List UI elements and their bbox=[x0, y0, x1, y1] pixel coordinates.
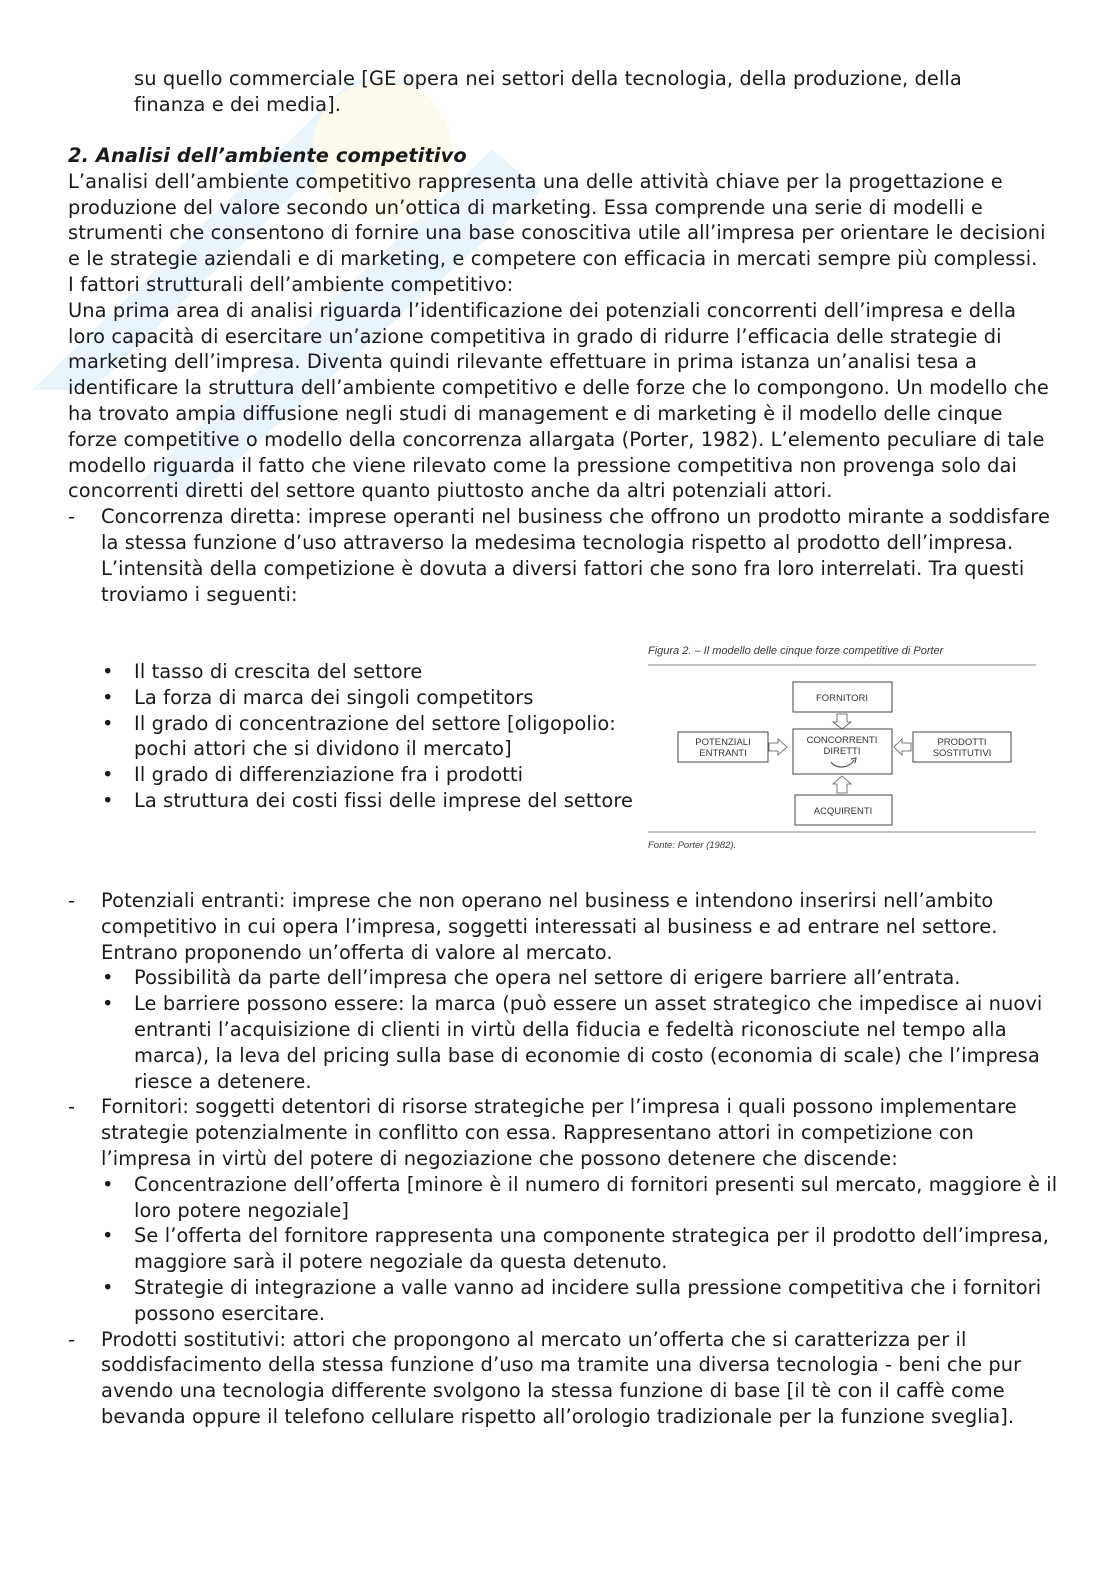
concorrenza-bullets bbox=[68, 659, 648, 814]
label-concorrenti-1: CONCORRENTI bbox=[806, 735, 878, 746]
bullet-item: • Le barriere possono essere: la marca (può essere un asset strategico che impedisce ai nuovi entranti l’acquisizione di clienti in virtù della fiducia e fedeltà riconosciute nel tempo alla marca), la leva del pricing sulla base di economie di costo (economia di scale) che l’impresa riesce a detenere. bbox=[68, 991, 1058, 1094]
figure-caption: Figura 2. – Il modello delle cinque forze competitive di Porter bbox=[648, 645, 944, 657]
label-prodotti-1: PRODOTTI bbox=[937, 737, 987, 748]
porter-figure bbox=[648, 645, 1042, 855]
bullet-item: • Il grado di concentrazione del settore [oligopolio: pochi attori che si dividono il mercato] bbox=[68, 711, 648, 763]
list-item-fornitori: - Fornitori: soggetti detentori di risorse strategiche per l’impresa i quali possono implementare strategie potenzialmente in conflitto con essa. Rappresentano attori in competizione con l’impresa in virtù del potere di negoziazione che possono detenere che discende: bbox=[68, 1094, 1058, 1171]
remaining-body bbox=[68, 888, 1058, 1430]
list-item-entranti: - Potenziali entranti: imprese che non operano nel business e intendono inserirsi nell’ambito competitivo in cui opera l’impresa, soggetti interessati al business e ad entrare nel settore. Entrano proponendo un’offerta di valore al mercato. bbox=[68, 888, 1058, 965]
figure-source: Fonte: Porter (1982). bbox=[648, 840, 737, 851]
bullet-item: • Se l’offerta del fornitore rappresenta una componente strategica per il prodotto dell’impresa, maggiore sarà il potere negoziale da questa detenuto. bbox=[68, 1223, 1058, 1275]
label-concorrenti-2: DIRETTI bbox=[823, 746, 861, 757]
porter-diagram bbox=[648, 645, 1042, 855]
section-title: 2. Analisi dell’ambiente competitivo bbox=[68, 144, 467, 167]
label-acquirenti: ACQUIRENTI bbox=[813, 806, 873, 817]
arrow-down-icon bbox=[833, 714, 851, 729]
label-potenziali-1: POTENZIALI bbox=[695, 737, 751, 748]
list-item-concorrenza: - Concorrenza diretta: imprese operanti nel business che offrono un prodotto mirante a soddisfare la stessa funzione d’uso attraverso la medesima tecnologia rispetto al prodotto dell’impresa. L’intensità della competizione è dovuta a diversi fattori che sono fra loro interrelati. Tra questi troviamo i seguenti: bbox=[68, 504, 1058, 607]
paragraph-intro: L’analisi dell’ambiente competitivo rappresenta una delle attività chiave per la progettazione e produzione del valore secondo un’ottica di marketing. Essa comprende una serie di modelli e strumenti che consentono di fornire una base conoscitiva utile all’impresa per orientare le decisioni e le strategie aziendali e di marketing, e competere con efficacia in mercati sempre più complessi. bbox=[68, 169, 1046, 271]
label-potenziali-2: ENTRANTI bbox=[699, 748, 747, 759]
intro-line-1: su quello commerciale [GE opera nei settori della tecnologia, della produzione, della bbox=[134, 67, 962, 90]
bullet-item: • Possibilità da parte dell’impresa che opera nel settore di erigere barriere all’entrata. bbox=[68, 965, 1058, 991]
bullet-item: • Il grado di differenziazione fra i prodotti bbox=[68, 762, 648, 788]
bullet-item: • Il tasso di crescita del settore bbox=[68, 659, 648, 685]
label-fornitori: FORNITORI bbox=[815, 693, 869, 704]
bullet-item: • La struttura dei costi fissi delle imprese del settore bbox=[68, 788, 654, 814]
paragraph-porter: Una prima area di analisi riguarda l’identificazione dei potenziali concorrenti dell’impresa e della loro capacità di esercitare un’azione competitiva in grado di ridurre l’efficacia delle strategie di marketing dell’impresa. Diventa quindi rilevante effettuare in prima istanza un’analisi tesa a identificare la struttura dell’ambiente competitivo e delle forze che lo compongono. Un modello che ha trovato ampia diffusione negli studi di management e di marketing è il modello delle cinque forze competitive o modello della concorrenza allargata (Porter, 1982). L’elemento peculiare di tale modello riguarda il fatto che viene rilevato come la pressione competitiva non provenga solo dai concorrenti diretti del settore quanto piuttosto anche da altri potenziali attori. bbox=[68, 298, 1049, 503]
section-body bbox=[68, 143, 1058, 607]
arrow-left-icon bbox=[894, 739, 911, 755]
arrow-right-icon bbox=[769, 739, 787, 755]
arrow-up-icon bbox=[833, 776, 851, 793]
bullet-item: • La forza di marca dei singoli competitors bbox=[68, 685, 648, 711]
paragraph-factors: I fattori strutturali dell’ambiente competitivo: bbox=[68, 272, 514, 296]
bullet-item: • Concentrazione dell’offerta [minore è il numero di fornitori presenti sul mercato, maggiore è il loro potere negoziale] bbox=[68, 1172, 1058, 1224]
list-item-sostitutivi: - Prodotti sostitutivi: attori che propongono al mercato un’offerta che si caratterizza per il soddisfacimento della stessa funzione d’uso ma tramite una diversa tecnologia - beni che pur avendo una tecnologia differente svolgono la stessa funzione di base [il tè con il caffè come bevanda oppure il telefono cellulare rispetto all’orologio tradizionale per la funzione sveglia]. bbox=[68, 1327, 1058, 1430]
label-prodotti-2: SOSTITUTIVI bbox=[932, 748, 992, 759]
bullet-item: • Strategie di integrazione a valle vanno ad incidere sulla pressione competitiva che i fornitori possono esercitare. bbox=[68, 1275, 1058, 1327]
intro-block bbox=[68, 66, 1058, 118]
intro-line-2: finanza e dei media]. bbox=[134, 92, 342, 116]
